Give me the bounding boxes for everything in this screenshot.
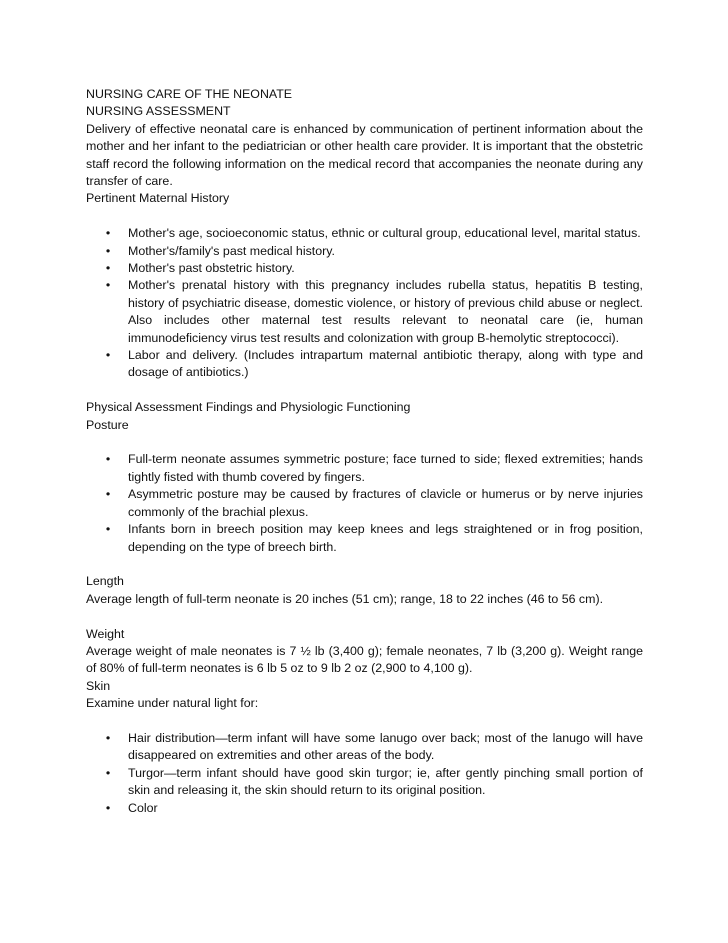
posture-list <box>86 451 643 555</box>
spacer <box>86 556 643 573</box>
length-heading: Length <box>86 574 124 589</box>
weight-heading: Weight <box>86 626 125 641</box>
list-item: • Turgor—term infant should have good skin turgor; ie, after gently pinching small portion of skin and releasing it, the skin should return to its original position. <box>86 765 643 800</box>
bullet-icon: • <box>105 522 111 537</box>
list-item: • Color <box>86 800 643 817</box>
bullet-icon: • <box>105 800 111 815</box>
bullet-icon: • <box>105 730 111 745</box>
maternal-history-heading: Pertinent Maternal History <box>86 191 230 206</box>
bullet-icon: • <box>105 243 111 258</box>
skin-heading: Skin <box>86 678 111 693</box>
list-item: • Labor and delivery. (Includes intrapartum maternal antibiotic therapy, along with type and dosage of antibiotics.) <box>86 347 643 382</box>
spacer <box>86 713 643 730</box>
bullet-icon: • <box>105 765 111 780</box>
list-item: • Full-term neonate assumes symmetric posture; face turned to side; flexed extremities; hands tightly fisted with thumb covered by fingers. <box>86 451 643 486</box>
skin-intro: Examine under natural light for: <box>86 696 259 711</box>
list-item: • Infants born in breech position may keep knees and legs straightened or in frog position, depending on the type of breech birth. <box>86 521 643 556</box>
document-page <box>86 86 643 817</box>
skin-list <box>86 730 643 817</box>
bullet-icon: • <box>105 261 111 276</box>
posture-heading: Posture <box>86 417 129 432</box>
list-item: • Mother's age, socioeconomic status, ethnic or cultural group, educational level, marital status. <box>86 225 643 242</box>
list-item: • Hair distribution—term infant will have some lanugo over back; most of the lanugo will have disappeared on extremities and other areas of the body. <box>86 730 643 765</box>
length-paragraph: Average length of full-term neonate is 20 inches (51 cm); range, 18 to 22 inches (46 to 56 cm). <box>86 591 604 606</box>
spacer <box>86 608 643 625</box>
maternal-history-list <box>86 225 643 382</box>
bullet-icon: • <box>105 226 111 241</box>
section-title: NURSING ASSESSMENT <box>86 104 231 119</box>
spacer <box>86 382 643 399</box>
bullet-icon: • <box>105 487 111 502</box>
weight-paragraph: Average weight of male neonates is 7 ½ lb (3,400 g); female neonates, 7 lb (3,200 g). Weight range of 80% of full-term neonates is 6 lb 5 oz to 9 lb 2 oz (2,900 to 4,100 g). <box>86 643 643 676</box>
list-item: • Mother's past obstetric history. <box>86 260 643 277</box>
bullet-icon: • <box>105 348 111 363</box>
list-item: • Mother's/family's past medical history. <box>86 243 643 260</box>
bullet-icon: • <box>105 452 111 467</box>
physical-assessment-heading: Physical Assessment Findings and Physiologic Functioning <box>86 400 411 415</box>
bullet-icon: • <box>105 278 111 293</box>
intro-paragraph: Delivery of effective neonatal care is enhanced by communication of pertinent information about the mother and her infant to the pediatrician or other health care provider. It is important that the obstetric staff record the following information on the medical record that accompanies the neonate during any transfer of care. <box>86 121 643 189</box>
list-item: • Mother's prenatal history with this pregnancy includes rubella status, hepatitis B testing, history of psychiatric disease, domestic violence, or history of previous child abuse or neglect. Also includes other maternal test results relevant to neonatal care (ie, human immunodeficiency virus test results and colonization with group B-hemolytic streptococci). <box>86 277 643 347</box>
list-item: • Asymmetric posture may be caused by fractures of clavicle or humerus or by nerve injuries commonly of the brachial plexus. <box>86 486 643 521</box>
spacer <box>86 208 643 225</box>
document-title: NURSING CARE OF THE NEONATE <box>86 87 293 101</box>
spacer <box>86 434 643 451</box>
